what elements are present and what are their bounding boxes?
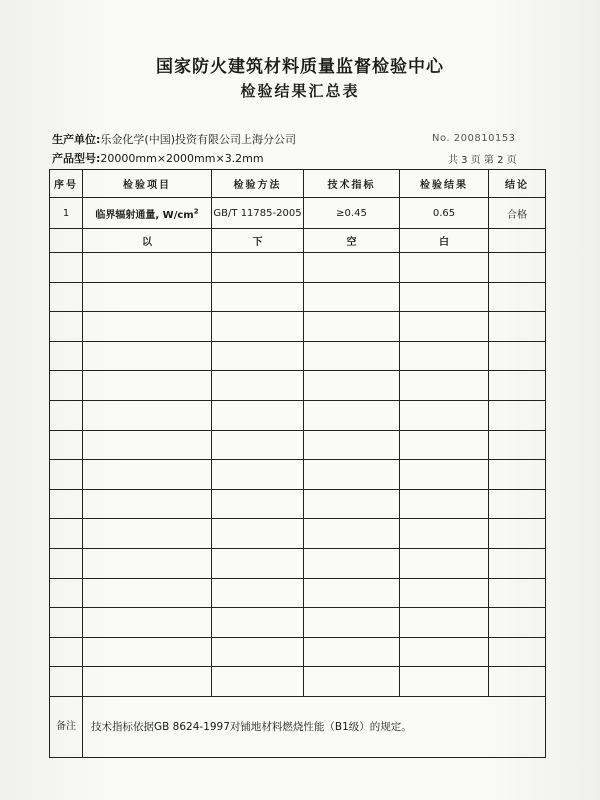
empty-cell: [212, 430, 304, 460]
empty-cell: [83, 667, 212, 697]
empty-cell: [489, 548, 546, 578]
empty-cell: [83, 548, 212, 578]
empty-table-row: [50, 400, 546, 430]
empty-cell: [212, 460, 304, 490]
remark-text: 技术指标依据GB 8624-1997对铺地材料燃烧性能（B1级）的规定。: [83, 696, 546, 757]
test-item-text: 临界辐射通量, W/cm: [95, 209, 194, 221]
empty-cell: [304, 253, 400, 283]
empty-cell: [83, 637, 212, 667]
empty-cell: [50, 341, 83, 371]
empty-cell: [400, 282, 489, 312]
header-cell: 技术指标: [304, 170, 400, 198]
empty-table-row: [50, 519, 546, 549]
empty-table-row: [50, 489, 546, 519]
empty-cell: [489, 312, 546, 342]
empty-cell: [400, 312, 489, 342]
blank-marker-row: [50, 229, 546, 253]
empty-cell: [489, 519, 546, 549]
empty-cell: [400, 608, 489, 638]
empty-cell: [50, 578, 83, 608]
empty-cell: [50, 667, 83, 697]
empty-cell: [489, 489, 546, 519]
empty-cell: [83, 312, 212, 342]
empty-cell: [304, 637, 400, 667]
empty-table-row: [50, 282, 546, 312]
header-cell: 检验结果: [400, 170, 489, 198]
blank-marker: 下: [212, 229, 304, 253]
empty-table-row: [50, 637, 546, 667]
empty-cell: [83, 578, 212, 608]
empty-cell: [212, 578, 304, 608]
empty-table-row: [50, 312, 546, 342]
empty-cell: [400, 637, 489, 667]
empty-cell: [212, 608, 304, 638]
empty-cell: [212, 400, 304, 430]
report-title: 检验结果汇总表: [240, 82, 360, 100]
empty-cell: [489, 282, 546, 312]
header-cell: 序号: [50, 170, 83, 198]
model-value: 20000mm×2000mm×3.2mm: [100, 152, 264, 165]
empty-cell: [50, 430, 83, 460]
header-cell: 检验项目: [83, 170, 212, 198]
empty-table-row: [50, 548, 546, 578]
header-cell: 结论: [489, 170, 546, 198]
remark-row: [50, 696, 546, 757]
empty-cell: [400, 341, 489, 371]
empty-cell: [400, 519, 489, 549]
test-item: [83, 198, 212, 229]
empty-cell: [83, 282, 212, 312]
empty-cell: [83, 519, 212, 549]
empty-cell: [400, 489, 489, 519]
empty-cell: [212, 282, 304, 312]
empty-cell: [50, 400, 83, 430]
page-info: 共 3 页 第 2 页: [448, 155, 517, 166]
empty-cell: [83, 460, 212, 490]
empty-cell: [400, 460, 489, 490]
empty-table-row: [50, 341, 546, 371]
table-header-row: [50, 170, 546, 198]
empty-cell: [304, 608, 400, 638]
empty-cell: [83, 253, 212, 283]
empty-cell: [83, 430, 212, 460]
empty-cell: [50, 637, 83, 667]
empty-cell: [212, 548, 304, 578]
empty-cell: [83, 489, 212, 519]
empty-cell: [304, 667, 400, 697]
empty-table-row: [50, 460, 546, 490]
technical-spec: ≥0.45: [304, 198, 400, 229]
empty-cell: [212, 312, 304, 342]
empty-cell: [304, 548, 400, 578]
producer-label: 生产单位:: [52, 133, 101, 146]
empty-cell: [50, 229, 83, 253]
empty-cell: [304, 460, 400, 490]
blank-marker: 以: [83, 229, 212, 253]
header-cell: 检验方法: [212, 170, 304, 198]
empty-cell: [489, 341, 546, 371]
empty-cell: [50, 460, 83, 490]
empty-cell: [400, 430, 489, 460]
blank-marker: 白: [400, 229, 489, 253]
empty-cell: [400, 400, 489, 430]
producer-value: 乐金化学(中国)投资有限公司上海分公司: [100, 133, 296, 146]
test-result: 0.65: [400, 198, 489, 229]
test-method: GB/T 11785-2005: [212, 198, 304, 229]
empty-rows: [50, 253, 546, 697]
empty-cell: [212, 519, 304, 549]
empty-cell: [212, 637, 304, 667]
empty-cell: [400, 548, 489, 578]
empty-cell: [50, 312, 83, 342]
empty-cell: [50, 371, 83, 401]
empty-cell: [400, 667, 489, 697]
producer-line: [52, 131, 296, 147]
empty-cell: [304, 371, 400, 401]
model-line: [52, 150, 264, 166]
empty-cell: [50, 282, 83, 312]
empty-cell: [489, 637, 546, 667]
empty-cell: [304, 282, 400, 312]
table-row: [50, 198, 546, 229]
results-table: [49, 169, 546, 758]
empty-cell: [489, 253, 546, 283]
empty-cell: [304, 312, 400, 342]
empty-cell: [489, 430, 546, 460]
empty-cell: [489, 460, 546, 490]
empty-cell: [83, 400, 212, 430]
empty-cell: [50, 548, 83, 578]
empty-cell: [400, 371, 489, 401]
empty-cell: [212, 667, 304, 697]
empty-cell: [50, 253, 83, 283]
empty-cell: [400, 253, 489, 283]
institution-title: 国家防火建筑材料质量监督检验中心: [156, 57, 444, 77]
empty-table-row: [50, 608, 546, 638]
empty-table-row: [50, 430, 546, 460]
empty-cell: [489, 229, 546, 253]
model-label: 产品型号:: [52, 152, 101, 165]
test-item-superscript: 2: [193, 207, 199, 216]
empty-cell: [304, 519, 400, 549]
empty-cell: [304, 578, 400, 608]
empty-table-row: [50, 253, 546, 283]
empty-cell: [489, 608, 546, 638]
remark-label: 备注: [50, 696, 83, 757]
empty-cell: [489, 400, 546, 430]
empty-cell: [212, 253, 304, 283]
empty-cell: [50, 489, 83, 519]
empty-table-row: [50, 578, 546, 608]
empty-cell: [83, 608, 212, 638]
empty-cell: [83, 341, 212, 371]
empty-cell: [212, 489, 304, 519]
empty-cell: [489, 667, 546, 697]
empty-cell: [50, 608, 83, 638]
empty-cell: [304, 430, 400, 460]
empty-table-row: [50, 371, 546, 401]
document-number: No. 200810153: [432, 133, 516, 144]
empty-cell: [212, 371, 304, 401]
empty-cell: [304, 341, 400, 371]
empty-cell: [489, 371, 546, 401]
empty-cell: [400, 578, 489, 608]
row-number: 1: [50, 198, 83, 229]
empty-cell: [304, 489, 400, 519]
empty-cell: [83, 371, 212, 401]
empty-table-row: [50, 667, 546, 697]
empty-cell: [212, 341, 304, 371]
conclusion: 合格: [489, 198, 546, 229]
empty-cell: [489, 578, 546, 608]
empty-cell: [50, 519, 83, 549]
blank-marker: 空: [304, 229, 400, 253]
empty-cell: [304, 400, 400, 430]
